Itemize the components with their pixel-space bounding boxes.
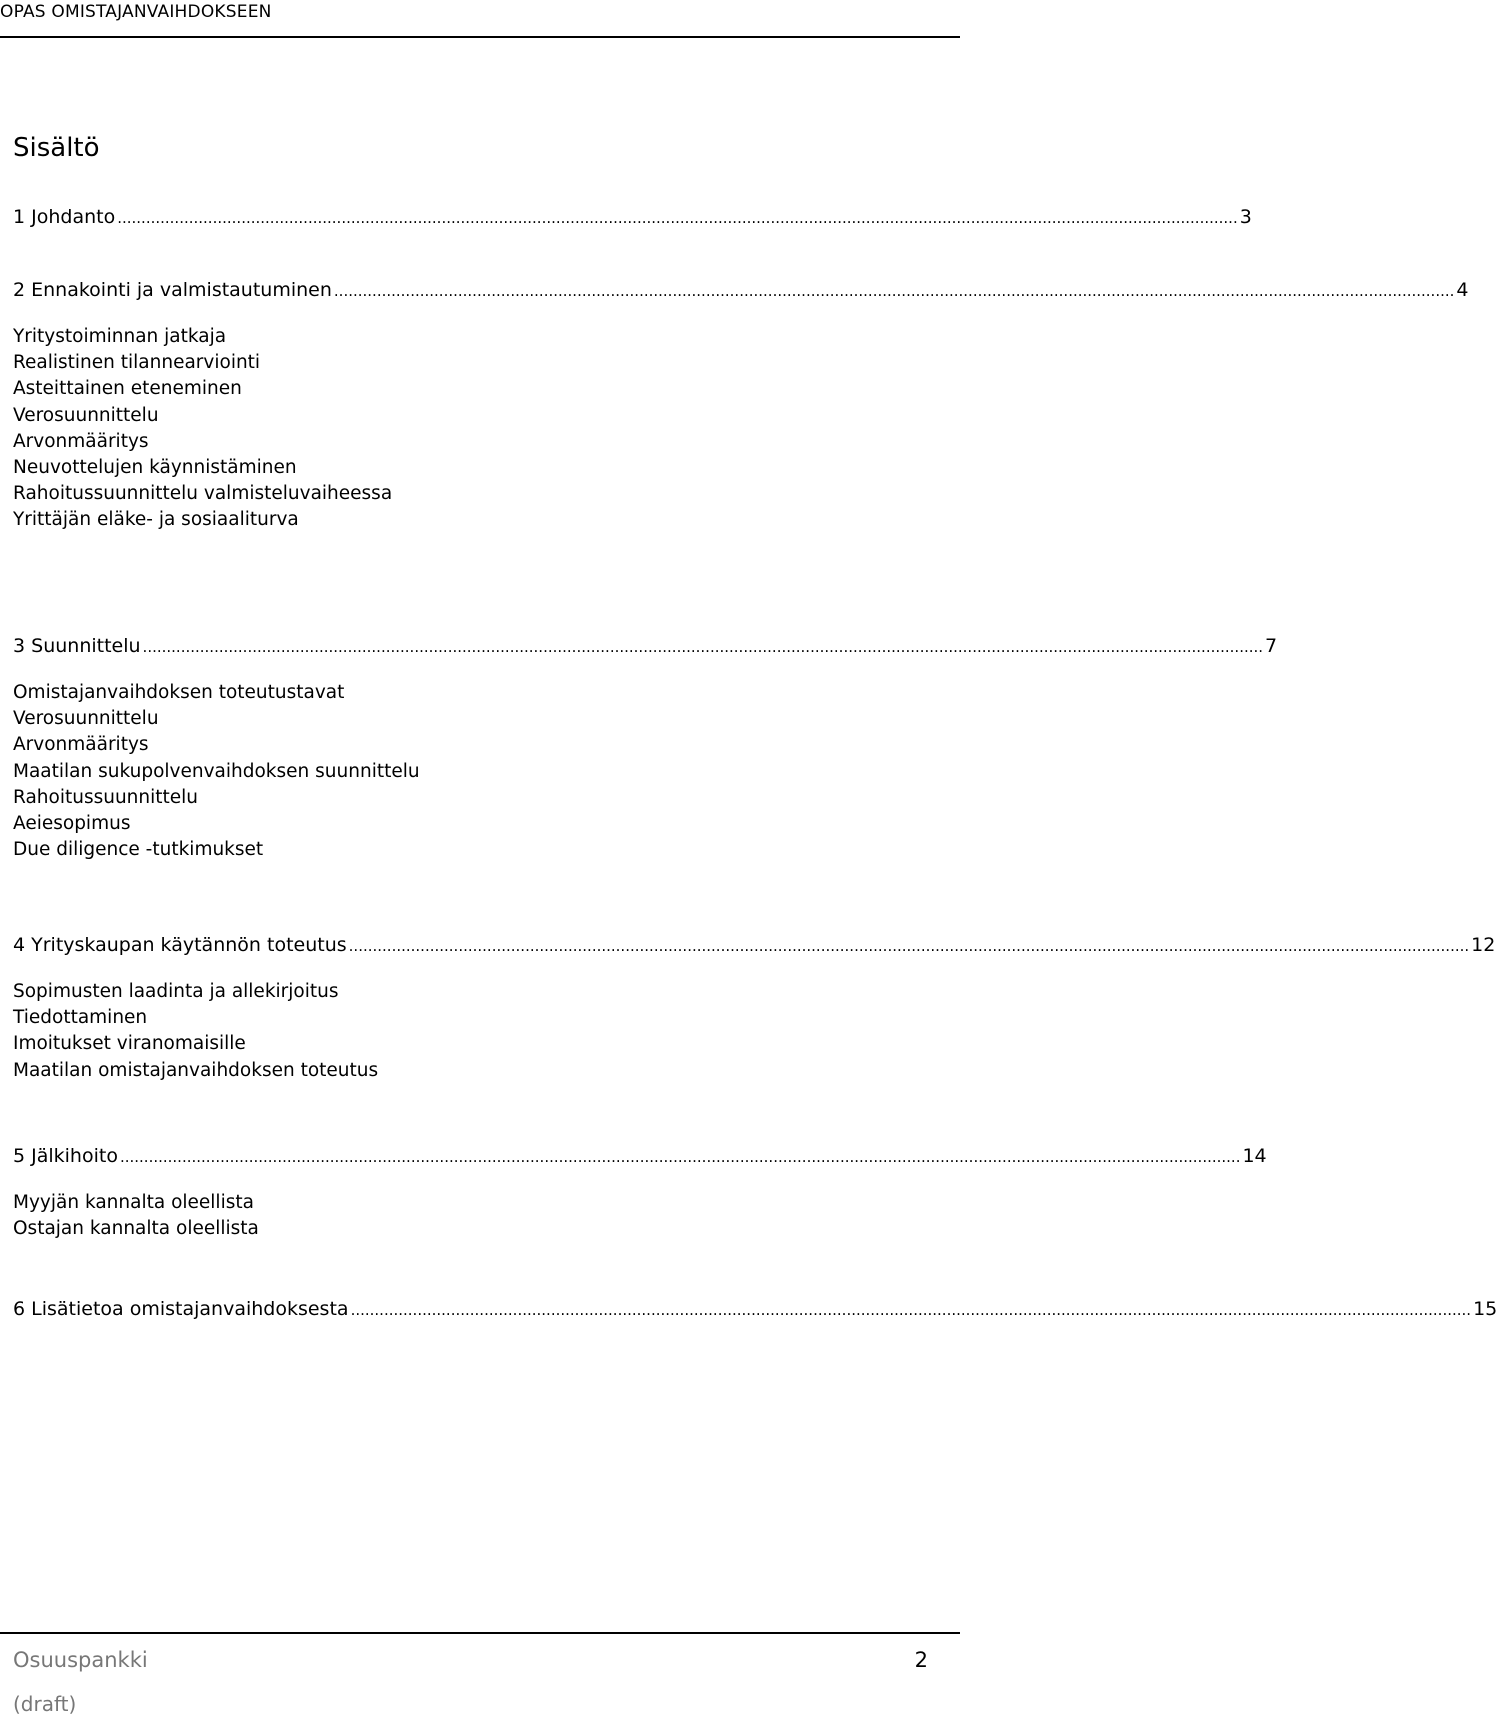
- toc-subitems: [13, 1190, 908, 1242]
- header-rule: [0, 36, 960, 38]
- toc-entry-page: 15: [1473, 1298, 1497, 1320]
- toc-subitem[interactable]: Aeiesopimus: [13, 812, 131, 834]
- toc-entry-label: 4 Yrityskaupan käytännön toteutus: [13, 934, 347, 956]
- dot-leader: ...........................................................................................................................................................................................................................................: [119, 1148, 1241, 1166]
- toc-subitem[interactable]: Maatilan omistajanvaihdoksen toteutus: [13, 1059, 379, 1081]
- toc-entry-label: 5 Jälkihoito: [13, 1145, 118, 1167]
- toc-subitem[interactable]: Due diligence -tutkimukset: [13, 839, 264, 861]
- toc-subitem[interactable]: Arvonmääritys: [13, 430, 149, 452]
- toc-subitems: [13, 979, 908, 1084]
- toc-subitem[interactable]: Realistinen tilannearviointi: [13, 352, 261, 374]
- toc-subitem[interactable]: Asteittainen eteneminen: [13, 378, 242, 400]
- toc-subitem[interactable]: Imoitukset viranomaisille: [13, 1033, 246, 1055]
- toc-entry[interactable]: [13, 203, 1252, 231]
- dot-leader: ...........................................................................................................................................................................................................................................: [350, 1301, 1472, 1319]
- toc-subitem[interactable]: Myyjän kannalta oleellista: [13, 1192, 254, 1213]
- toc-entry[interactable]: [13, 1295, 1497, 1323]
- toc-entry-page: 3: [1239, 206, 1252, 228]
- toc-subitem[interactable]: Neuvottelujen käynnistäminen: [13, 456, 297, 478]
- toc-section-2: [13, 276, 1469, 534]
- toc-entry-page: 14: [1242, 1145, 1267, 1167]
- toc-subitem[interactable]: Yrittäjän eläke- ja sosiaaliturva: [13, 509, 299, 531]
- toc-subitem[interactable]: Rahoitussuunnittelu valmisteluvaiheessa: [13, 483, 393, 505]
- toc-title: Sisältö: [13, 133, 100, 163]
- running-header: OPAS OMISTAJANVAIHDOKSEEN: [0, 2, 272, 22]
- footer-page-number: 2: [914, 1648, 928, 1672]
- dot-leader: ...........................................................................................................................................................................................................................................: [348, 937, 1470, 955]
- toc-subitem[interactable]: Rahoitussuunnittelu: [13, 786, 199, 808]
- toc-entry-page: 12: [1471, 934, 1496, 956]
- toc-entry-label: 1 Johdanto: [13, 206, 116, 228]
- toc-entry-label: 2 Ennakointi ja valmistautuminen: [13, 279, 332, 301]
- toc-section-6: [13, 1295, 1497, 1323]
- toc-subitem[interactable]: Omistajanvaihdoksen toteutustavat: [13, 682, 345, 703]
- toc-subitems: [13, 324, 908, 534]
- toc-entry[interactable]: [13, 632, 1278, 660]
- toc-entry-page: 4: [1456, 279, 1469, 301]
- toc-section-3: [13, 632, 1278, 863]
- footer-organization: Osuuspankki: [13, 1648, 148, 1672]
- dot-leader: ...........................................................................................................................................................................................................................................: [142, 638, 1264, 656]
- footer-rule: [0, 1632, 960, 1634]
- toc-entry[interactable]: [13, 276, 1469, 304]
- toc-entry-label: 3 Suunnittelu: [13, 635, 141, 657]
- toc-subitem[interactable]: Maatilan sukupolvenvaihdoksen suunnittelu: [13, 760, 420, 782]
- toc-subitem[interactable]: Tiedottaminen: [13, 1007, 148, 1029]
- toc-subitem[interactable]: Yritystoiminnan jatkaja: [13, 326, 227, 347]
- toc-entry[interactable]: [13, 931, 1496, 959]
- toc-entry-page: 7: [1265, 635, 1278, 657]
- toc-subitem[interactable]: Arvonmääritys: [13, 734, 149, 756]
- toc-entry[interactable]: [13, 1142, 1267, 1170]
- toc-subitem[interactable]: Sopimusten laadinta ja allekirjoitus: [13, 981, 339, 1002]
- toc-section-1: [13, 203, 1252, 231]
- footer-draft-status: (draft): [13, 1692, 77, 1716]
- toc-subitem[interactable]: Ostajan kannalta oleellista: [13, 1218, 259, 1240]
- toc-subitem[interactable]: Verosuunnittelu: [13, 404, 159, 426]
- dot-leader: ...........................................................................................................................................................................................................................................: [117, 209, 1238, 227]
- toc-section-5: [13, 1142, 1267, 1242]
- toc-section-4: [13, 931, 1496, 1084]
- toc-subitems: [13, 680, 908, 863]
- dot-leader: ...........................................................................................................................................................................................................................................: [333, 282, 1455, 300]
- toc-entry-label: 6 Lisätietoa omistajanvaihdoksesta: [13, 1298, 349, 1320]
- toc-subitem[interactable]: Verosuunnittelu: [13, 708, 159, 730]
